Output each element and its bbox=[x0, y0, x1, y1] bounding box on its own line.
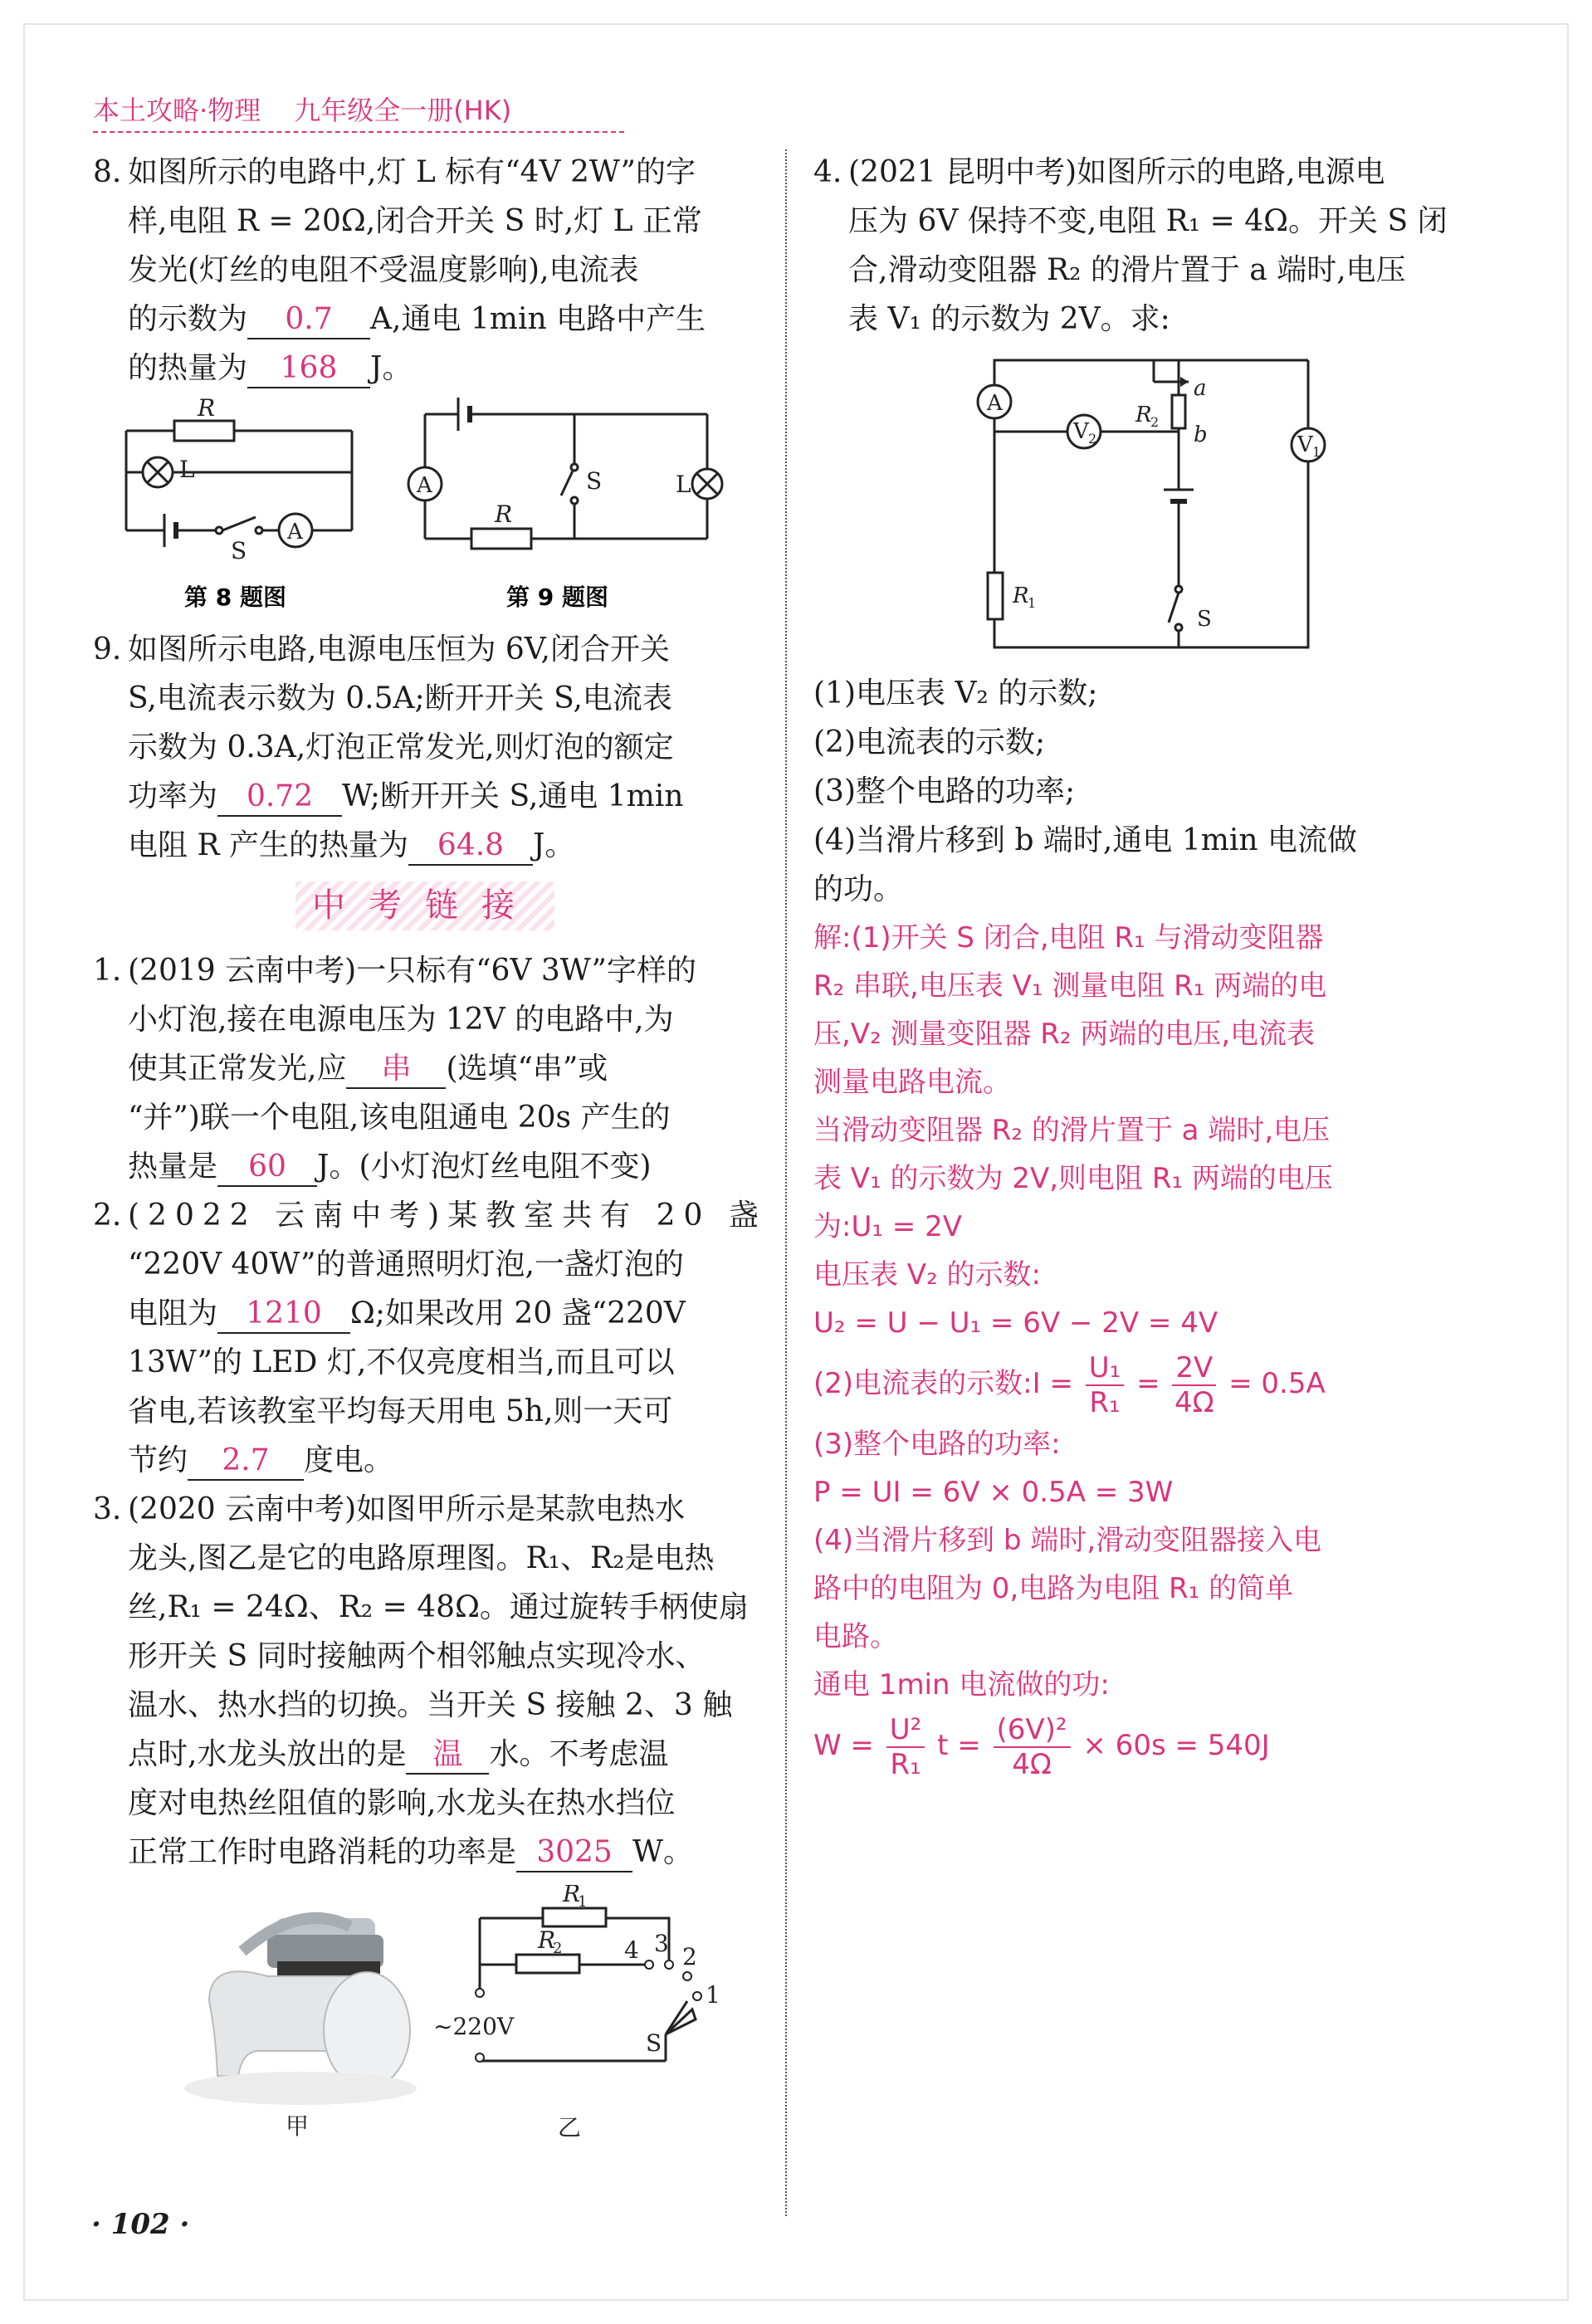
solution-line: 电路。 bbox=[813, 1620, 898, 1653]
text-line: 样,电阻 R = 20Ω,闭合开关 S 时,灯 L 正常 bbox=[128, 204, 702, 238]
text-line: 省电,若该教室平均每天用电 5h,则一天可 bbox=[128, 1394, 673, 1428]
question-number: 4. bbox=[813, 155, 842, 189]
terminal bbox=[476, 2053, 484, 2062]
switch-contact bbox=[256, 527, 262, 534]
sub-question: (1)电压表 V₂ 的示数; bbox=[813, 676, 1098, 710]
text-line: 度电。 bbox=[304, 1443, 394, 1477]
label-l: L bbox=[676, 471, 691, 498]
text-line: 压为 6V 保持不变,电阻 R₁ = 4Ω。开关 S 闭 bbox=[848, 204, 1448, 238]
answer-blank: 0.7 bbox=[247, 301, 370, 339]
text-line: (选填“串”或 bbox=[446, 1052, 608, 1086]
numerator: U₁ bbox=[1086, 1351, 1125, 1386]
resistor-r1 bbox=[988, 573, 1003, 619]
fraction bbox=[1172, 1351, 1216, 1419]
denominator: 4Ω bbox=[1012, 1747, 1052, 1781]
label-a: A bbox=[287, 520, 303, 544]
answer-blank: 1210 bbox=[217, 1296, 350, 1334]
slider-arrow-head bbox=[1180, 377, 1189, 387]
switch-contact bbox=[1175, 624, 1182, 631]
question-number: 2. bbox=[93, 1199, 122, 1233]
text-line: 点时,水龙头放出的是 bbox=[128, 1737, 407, 1771]
text-line: “220V 40W”的普通照明灯泡,一盏灯泡的 bbox=[128, 1247, 684, 1282]
text-line: 使其正常发光,应 bbox=[128, 1052, 347, 1086]
text: t = bbox=[937, 1729, 981, 1762]
solution-line: 通电 1min 电流做的功: bbox=[813, 1668, 1110, 1702]
numerator: U² bbox=[886, 1713, 925, 1748]
faucet-image bbox=[184, 1918, 417, 2105]
solution-line: P = UI = 6V × 0.5A = 3W bbox=[813, 1476, 1174, 1509]
fraction bbox=[886, 1713, 925, 1781]
text-line: 小灯泡,接在电源电压为 12V 的电路中,为 bbox=[128, 1003, 674, 1037]
label-a-end: a bbox=[1194, 376, 1207, 401]
text-line: 水。不考虑温 bbox=[489, 1737, 669, 1771]
figure-faucet bbox=[93, 1885, 757, 2159]
label-a: A bbox=[987, 391, 1003, 416]
exam-question-4 bbox=[813, 148, 1486, 344]
text-line: 龙头,图乙是它的电路原理图。R₁、R₂是电热 bbox=[128, 1541, 715, 1575]
text-line: 热量是 bbox=[128, 1150, 218, 1184]
contact-4 bbox=[645, 1960, 653, 1969]
text-line: Ω;如果改用 20 盏“220V bbox=[350, 1296, 686, 1330]
text-line: 度对电热丝阻值的影响,水龙头在热水挡位 bbox=[128, 1786, 676, 1820]
resistor-r bbox=[471, 529, 531, 549]
section-title bbox=[93, 881, 757, 931]
label-r1: R bbox=[1013, 583, 1029, 608]
solution-line: (3)整个电路的功率: bbox=[813, 1428, 1061, 1461]
text-line: 功率为 bbox=[128, 779, 218, 813]
label-s: S bbox=[646, 2029, 662, 2057]
solution-line: 当滑动变阻器 R₂ 的滑片置于 a 端时,电压 bbox=[813, 1114, 1331, 1147]
exam-question-1 bbox=[93, 946, 757, 1191]
contact-2 bbox=[683, 1972, 691, 1980]
solution-line: 测量电路电流。 bbox=[813, 1066, 1011, 1099]
section-title-text: 中考链接 bbox=[295, 881, 554, 930]
sub-question: (3)整个电路的功率; bbox=[813, 774, 1076, 808]
answer-blank: 串 bbox=[346, 1051, 446, 1089]
answer-blank: 168 bbox=[247, 350, 370, 388]
switch-contact bbox=[571, 464, 578, 471]
text-line: 形开关 S 同时接触两个相邻触点实现冷水、 bbox=[128, 1639, 706, 1673]
denominator: 4Ω bbox=[1174, 1385, 1214, 1419]
switch-s bbox=[561, 467, 574, 496]
right-column bbox=[813, 148, 1486, 1782]
resistor-r2 bbox=[516, 1955, 579, 1973]
answer-blank: 2.7 bbox=[188, 1443, 304, 1481]
label-r1-sub: 1 bbox=[578, 1893, 588, 1911]
contact-3 bbox=[665, 1960, 673, 1969]
label-1: 1 bbox=[706, 1981, 720, 2009]
label-2: 2 bbox=[682, 1943, 697, 1970]
text-line: 合,滑动变阻器 R₂ 的滑片置于 a 端时,电压 bbox=[848, 253, 1406, 287]
text-line: 表 V₁ 的示数为 2V。求: bbox=[848, 302, 1170, 336]
wire bbox=[994, 360, 1308, 553]
answer-blank: 温 bbox=[406, 1736, 489, 1775]
solution-line-current bbox=[813, 1347, 1486, 1420]
text-line: 电阻为 bbox=[128, 1296, 218, 1330]
solution-line: R₂ 串联,电压表 V₁ 测量电阻 R₁ 两端的电 bbox=[813, 969, 1327, 1003]
text-line: W;断开开关 S,通电 1min bbox=[342, 779, 684, 813]
question-number: 9. bbox=[93, 632, 122, 666]
text-line: J。 bbox=[370, 351, 413, 385]
solution-line: (4)当滑片移到 b 端时,滑动变阻器接入电 bbox=[813, 1524, 1322, 1557]
text-line: W。 bbox=[632, 1835, 694, 1869]
label-v2-sub: 2 bbox=[1088, 431, 1097, 447]
text-line: 示数为 0.3A,灯泡正常发光,则灯泡的额定 bbox=[128, 730, 674, 764]
answer-blank: 60 bbox=[217, 1149, 317, 1187]
answer-blank: 0.72 bbox=[217, 779, 342, 817]
switch-contact bbox=[1175, 586, 1182, 593]
text-line: (2022 云南中考)某教室共有 20 盏 bbox=[128, 1199, 767, 1233]
text-line: 如图所示电路,电源电压恒为 6V,闭合开关 bbox=[128, 632, 670, 666]
denominator: R₁ bbox=[890, 1747, 921, 1781]
question-8 bbox=[93, 148, 757, 393]
text-line: (2020 云南中考)如图甲所示是某款电热水 bbox=[128, 1492, 686, 1526]
contact-1 bbox=[693, 1992, 701, 2000]
text: W = bbox=[813, 1729, 874, 1762]
switch-contact bbox=[571, 497, 578, 504]
label-jia: 甲 bbox=[286, 2112, 310, 2140]
label-v1: V bbox=[1297, 432, 1313, 457]
page-number: · 102 · bbox=[91, 2208, 190, 2241]
label-r1-sub: 1 bbox=[1028, 595, 1037, 611]
label-r2: R bbox=[538, 1926, 556, 1954]
header-rule bbox=[93, 131, 624, 133]
text-line: 电阻 R 产生的热量为 bbox=[128, 828, 408, 862]
left-column bbox=[93, 148, 767, 2159]
text-line: 如图所示的电路中,灯 L 标有“4V 2W”的字 bbox=[128, 155, 696, 189]
solution bbox=[813, 914, 1486, 1782]
rheostat-r2 bbox=[1172, 395, 1185, 428]
figures-8-9 bbox=[93, 398, 757, 622]
text-line: 发光(灯丝的电阻不受温度影响),电流表 bbox=[128, 253, 639, 287]
label-s: S bbox=[231, 537, 247, 564]
answer-blank: 3025 bbox=[516, 1834, 632, 1872]
label-s: S bbox=[1197, 607, 1212, 632]
label-v1-sub: 1 bbox=[1312, 444, 1321, 460]
grade-title: 九年级全一册(HK) bbox=[294, 95, 512, 126]
switch-s bbox=[1169, 593, 1179, 622]
text-line: A,通电 1min 电路中产生 bbox=[370, 302, 706, 336]
caption-fig-8: 第 8 题图 bbox=[184, 583, 286, 611]
label-r2: R bbox=[1135, 403, 1152, 427]
numerator: (6V)² bbox=[994, 1713, 1071, 1748]
solution-line: 表 V₁ 的示数为 2V,则电阻 R₁ 两端的电压 bbox=[813, 1162, 1333, 1195]
solution-line: 解:(1)开关 S 闭合,电阻 R₁ 与滑动变阻器 bbox=[813, 921, 1324, 954]
label-220v: ~220V bbox=[433, 2013, 515, 2040]
question-9 bbox=[93, 625, 757, 870]
label-r: R bbox=[495, 500, 513, 528]
text: = 0.5A bbox=[1228, 1367, 1326, 1400]
solution-line: 为:U₁ = 2V bbox=[813, 1210, 962, 1243]
text-line: 的示数为 bbox=[128, 302, 248, 336]
text-line: S,电流表示数为 0.5A;断开开关 S,电流表 bbox=[128, 681, 672, 715]
label-s: S bbox=[586, 467, 603, 495]
answer-blank: 64.8 bbox=[408, 828, 533, 866]
label-r2-sub: 2 bbox=[553, 1940, 563, 1957]
label-l: L bbox=[179, 456, 195, 483]
exam-question-4-parts bbox=[813, 669, 1486, 914]
text: (2)电流表的示数:I = bbox=[813, 1367, 1073, 1400]
text-line: 温水、热水挡的切换。当开关 S 接触 2、3 触 bbox=[128, 1688, 733, 1722]
solution-line: 电压表 V₂ 的示数: bbox=[813, 1258, 1041, 1291]
solution-line: U₂ = U − U₁ = 6V − 2V = 4V bbox=[813, 1306, 1218, 1340]
sub-question: (2)电流表的示数; bbox=[813, 725, 1046, 759]
text-line: (2021 昆明中考)如图所示的电路,电源电 bbox=[848, 155, 1385, 189]
text-line: 丝,R₁ = 24Ω、R₂ = 48Ω。通过旋转手柄使扇 bbox=[128, 1590, 749, 1624]
resistor-r1 bbox=[543, 1908, 606, 1926]
label-r: R bbox=[198, 398, 216, 422]
text-line: 的热量为 bbox=[128, 351, 248, 385]
denominator: R₁ bbox=[1089, 1385, 1121, 1419]
label-yi: 乙 bbox=[558, 2114, 582, 2141]
book-title: 本土攻略·物理 bbox=[93, 95, 261, 126]
label-b-end: b bbox=[1194, 422, 1208, 447]
solution-line: 路中的电阻为 0,电路为电阻 R₁ 的简单 bbox=[813, 1572, 1294, 1605]
solution-line-work bbox=[813, 1709, 1486, 1782]
figure-q4-circuit bbox=[813, 349, 1486, 669]
label-a: A bbox=[417, 473, 432, 498]
text-line: J。(小灯泡灯丝电阻不变) bbox=[317, 1150, 652, 1184]
caption-fig-9: 第 9 题图 bbox=[506, 583, 608, 611]
page-header bbox=[93, 90, 511, 128]
question-number: 1. bbox=[93, 954, 122, 988]
exam-question-3 bbox=[93, 1485, 757, 1877]
question-number: 3. bbox=[93, 1492, 122, 1526]
text: × 60s = 540J bbox=[1082, 1729, 1270, 1762]
fraction bbox=[1086, 1351, 1125, 1419]
question-number: 8. bbox=[93, 155, 122, 189]
column-divider bbox=[785, 149, 787, 2216]
sub-question: (4)当滑片移到 b 端时,通电 1min 电流做 bbox=[813, 823, 1357, 857]
exam-question-2 bbox=[93, 1191, 767, 1485]
label-r2-sub: 2 bbox=[1150, 414, 1160, 430]
text-line: 节约 bbox=[128, 1443, 188, 1477]
sub-question: 的功。 bbox=[813, 872, 904, 906]
text-line: (2019 云南中考)一只标有“6V 3W”字样的 bbox=[128, 954, 696, 988]
text-line: 13W”的 LED 灯,不仅亮度相当,而且可以 bbox=[128, 1345, 675, 1379]
resistor-r bbox=[174, 421, 234, 441]
label-r1: R bbox=[563, 1885, 581, 1907]
switch-s bbox=[222, 517, 256, 530]
text-line: 正常工作时电路消耗的功率是 bbox=[128, 1835, 517, 1869]
switch-contact bbox=[216, 527, 222, 534]
solution-line: 压,V₂ 测量变阻器 R₂ 两端的电压,电流表 bbox=[813, 1018, 1316, 1051]
text-line: “并”)联一个电阻,该电阻通电 20s 产生的 bbox=[128, 1101, 671, 1135]
label-v2: V bbox=[1073, 419, 1089, 444]
text-line: J。 bbox=[533, 828, 575, 862]
terminal bbox=[476, 1989, 484, 1997]
fraction bbox=[994, 1713, 1071, 1781]
numerator: 2V bbox=[1172, 1351, 1216, 1386]
label-3: 3 bbox=[654, 1930, 669, 1957]
label-4: 4 bbox=[624, 1936, 639, 1964]
text: = bbox=[1136, 1367, 1160, 1400]
